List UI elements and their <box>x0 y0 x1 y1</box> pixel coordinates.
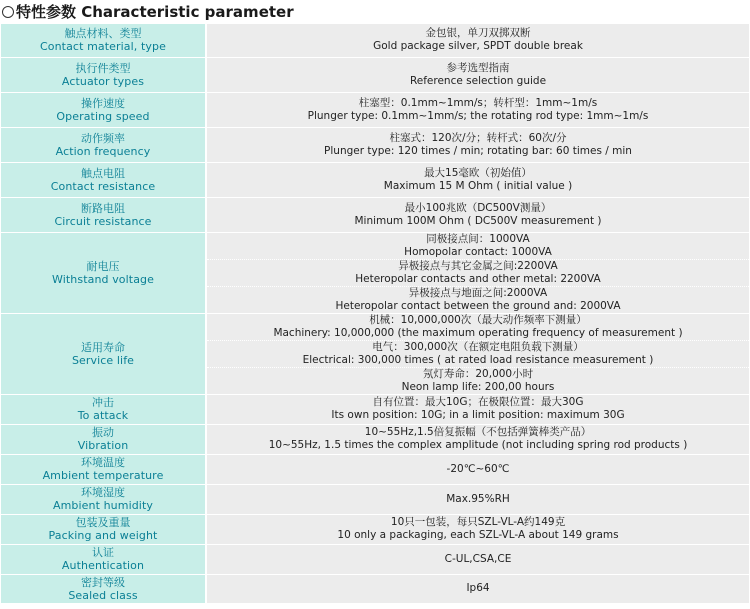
parameter-value <box>206 424 749 454</box>
parameter-value <box>206 313 749 394</box>
parameter-label-en: Ambient temperature <box>42 469 164 482</box>
section-title-text: 特性参数 Characteristic parameter <box>16 3 294 21</box>
parameter-label <box>1 424 206 454</box>
parameter-label <box>1 162 206 197</box>
circle-bullet-icon <box>2 6 14 18</box>
table-row <box>1 232 749 313</box>
parameter-label <box>1 544 206 574</box>
table-row <box>1 162 749 197</box>
parameter-label <box>1 454 206 484</box>
value-line: Its own position: 10G; in a limit position: maximum 30G <box>331 409 625 421</box>
parameter-value <box>206 574 749 603</box>
parameter-value <box>206 127 749 162</box>
parameter-label <box>1 24 206 57</box>
value-group <box>207 426 749 452</box>
parameter-label-cn: 环境温度 <box>81 456 125 469</box>
value-group <box>207 97 749 123</box>
value-group <box>207 553 749 566</box>
parameter-label-en: Ambient humidity <box>52 499 153 512</box>
parameter-label-en: Action frequency <box>55 144 151 158</box>
value-line: Homopolar contact: 1000VA <box>404 245 552 258</box>
section-title <box>0 0 750 24</box>
table-row <box>1 394 749 424</box>
value-line: 氖灯寿命：20,000小时 <box>422 367 534 380</box>
parameter-label-cn: 操作速度 <box>81 96 125 110</box>
value-line: Reference selection guide <box>409 74 547 87</box>
parameter-label-cn: 包装及重量 <box>75 516 131 529</box>
parameter-label-cn: 密封等级 <box>81 575 125 589</box>
value-group <box>207 287 749 313</box>
parameter-table <box>1 24 749 604</box>
parameter-label-en: Contact resistance <box>50 179 156 193</box>
value-group <box>207 233 749 260</box>
value-line: 10~55Hz, 1.5 times the complex amplitude (not including spring rod products ) <box>268 439 688 451</box>
parameter-value <box>206 544 749 574</box>
value-line: Ip64 <box>466 582 490 594</box>
parameter-label-en: Vibration <box>77 439 129 452</box>
value-line: 柱塞型：0.1mm~1mm/s；转杆型：1mm~1m/s <box>358 96 598 109</box>
parameter-label-cn: 耐电压 <box>86 259 120 273</box>
parameter-label-cn: 环境湿度 <box>81 486 125 499</box>
parameter-label-cn: 振动 <box>92 426 114 439</box>
parameter-label-en: Contact material, type <box>40 40 166 54</box>
parameter-value <box>206 57 749 92</box>
parameter-label-cn: 认证 <box>92 546 114 559</box>
parameter-value <box>206 394 749 424</box>
parameter-label <box>1 92 206 127</box>
parameter-label-cn: 冲击 <box>92 396 114 409</box>
parameter-label-cn: 断路电阻 <box>81 201 125 215</box>
value-line: 参考选型指南 <box>446 61 510 74</box>
value-line: Neon lamp life: 200,00 hours <box>401 380 555 393</box>
parameter-label-en: Withstand voltage <box>51 272 154 286</box>
parameter-label <box>1 127 206 162</box>
value-group <box>207 314 749 341</box>
table-row <box>1 57 749 92</box>
parameter-value <box>206 454 749 484</box>
parameter-value <box>206 232 749 313</box>
parameter-label-en: To attack <box>77 409 129 422</box>
value-line: 机械：10,000,000次（最大动作频率下测量） <box>369 313 587 326</box>
parameter-label-en: Packing and weight <box>48 529 158 542</box>
parameter-label-cn: 执行件类型 <box>75 61 131 75</box>
parameter-label-en: Actuator types <box>61 74 145 88</box>
value-line: 异极接点与其它金属之间:2200VA <box>398 259 558 272</box>
value-group <box>207 463 749 476</box>
value-line: Machinery: 10,000,000 (the maximum operating frequency of measurement ) <box>273 326 683 339</box>
parameter-label-en: Sealed class <box>68 588 138 602</box>
parameter-label-en: Authentication <box>61 559 145 572</box>
parameter-label-cn: 动作频率 <box>81 131 125 145</box>
parameter-label <box>1 484 206 514</box>
parameter-label-cn: 触点材料、类型 <box>64 27 142 41</box>
value-line: 同极接点间：1000VA <box>426 232 530 245</box>
value-line: Heteropolar contacts and other metal: 2200VA <box>355 272 601 285</box>
table-row <box>1 313 749 394</box>
value-line: 10只一包装，每只SZL-VL-A约149克 <box>390 516 566 528</box>
value-group <box>207 368 749 394</box>
table-row <box>1 484 749 514</box>
parameter-value <box>206 484 749 514</box>
value-group <box>207 341 749 368</box>
value-line: 最小100兆欧（DC500V测量） <box>404 201 552 214</box>
parameter-value <box>206 514 749 544</box>
value-group <box>207 62 749 88</box>
table-row <box>1 197 749 232</box>
table-row <box>1 24 749 57</box>
value-line: Plunger type: 0.1mm~1mm/s; the rotating rod type: 1mm~1m/s <box>307 109 649 122</box>
value-group <box>207 167 749 193</box>
table-row <box>1 92 749 127</box>
value-line: 自有位置：最大10G；在极限位置：最大30G <box>372 396 584 408</box>
value-group <box>207 516 749 542</box>
parameter-value <box>206 162 749 197</box>
value-group <box>207 132 749 158</box>
parameter-label <box>1 197 206 232</box>
parameter-value <box>206 197 749 232</box>
value-group <box>207 202 749 228</box>
value-group <box>207 396 749 422</box>
value-group <box>207 27 749 53</box>
table-row <box>1 574 749 603</box>
parameter-label-en: Circuit resistance <box>54 214 152 228</box>
value-line: 异极接点与地面之间:2000VA <box>408 286 548 299</box>
value-line: Electrical: 300,000 times ( at rated load resistance measurement ) <box>302 353 654 366</box>
value-line: Minimum 100M Ohm ( DC500V measurement ) <box>354 214 602 227</box>
value-line: 金包银，单刀双掷双断 <box>425 27 531 40</box>
table-row <box>1 514 749 544</box>
value-line: Heteropolar contact between the ground and: 2000VA <box>335 299 621 312</box>
value-line: 电气：300,000次（在额定电阻负载下测量） <box>372 340 584 353</box>
value-line: Gold package silver, SPDT double break <box>373 40 583 53</box>
parameter-label-en: Service life <box>71 353 135 367</box>
parameter-label <box>1 394 206 424</box>
table-row <box>1 544 749 574</box>
value-line: Maximum 15 M Ohm ( initial value ) <box>383 179 573 192</box>
value-group <box>207 260 749 287</box>
value-line: Plunger type: 120 times / min; rotating bar: 60 times / min <box>324 144 632 157</box>
value-line: -20℃~60℃ <box>446 462 510 475</box>
table-row <box>1 127 749 162</box>
value-line: Max.95%RH <box>446 492 510 505</box>
parameter-label-cn: 触点电阻 <box>81 166 125 180</box>
value-line: 10~55Hz,1.5倍复振幅（不包括弹簧棒类产品） <box>364 426 592 438</box>
value-group <box>207 582 749 595</box>
parameter-label-en: Operating speed <box>56 109 150 123</box>
parameter-label <box>1 514 206 544</box>
table-row <box>1 454 749 484</box>
table-row <box>1 424 749 454</box>
parameter-label <box>1 232 206 313</box>
parameter-value <box>206 92 749 127</box>
value-line: 柱塞式：120次/分；转杆式：60次/分 <box>389 131 567 144</box>
value-line: 最大15毫欧（初始值） <box>424 166 532 179</box>
value-line: C-UL,CSA,CE <box>444 552 512 565</box>
parameter-label <box>1 57 206 92</box>
parameter-label <box>1 313 206 394</box>
value-line: 10 only a packaging, each SZL-VL-A about 149 grams <box>337 529 619 541</box>
parameter-value <box>206 24 749 57</box>
parameter-label-cn: 适用寿命 <box>81 340 125 354</box>
value-group <box>207 493 749 506</box>
parameter-label <box>1 574 206 603</box>
